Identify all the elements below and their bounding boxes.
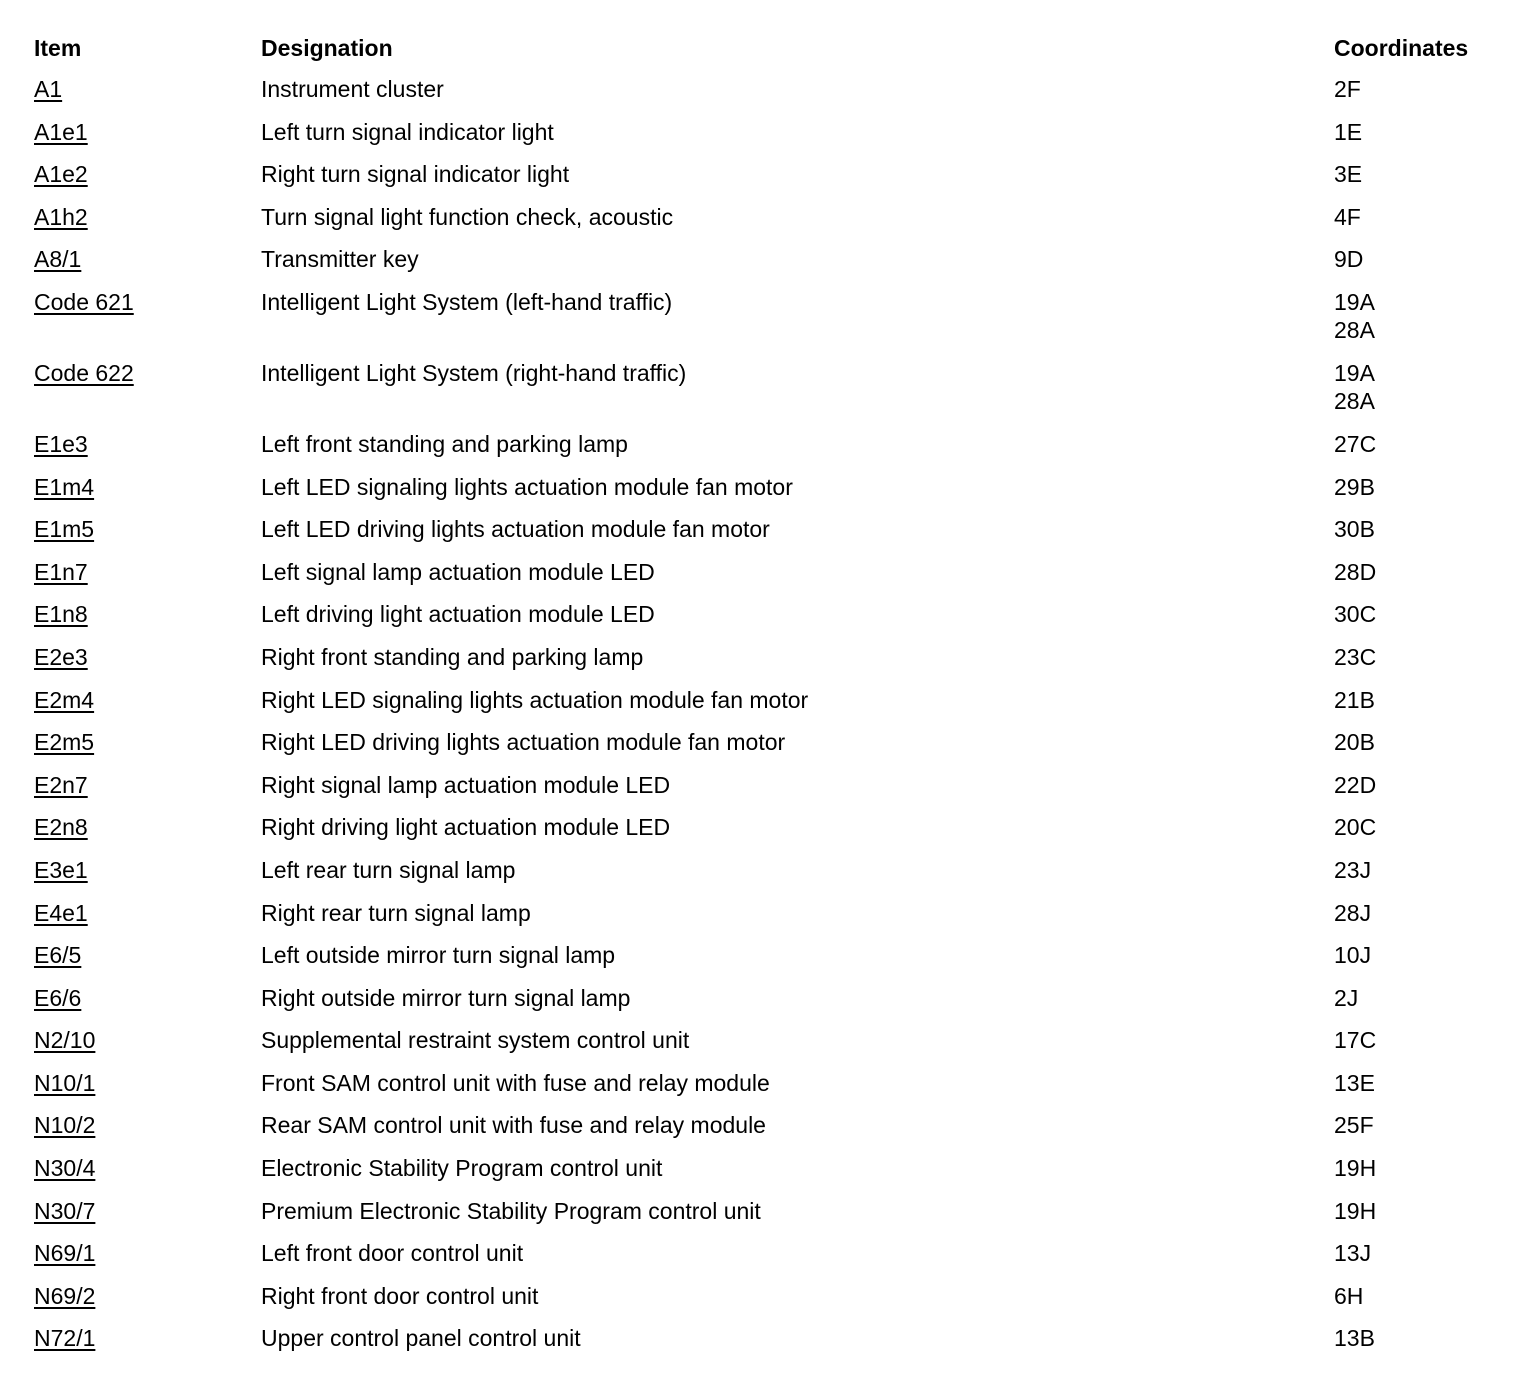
coordinates-cell [1334,686,1504,714]
item-cell [34,288,261,316]
item-cell [34,515,261,543]
coordinate-value: 13B [1334,1325,1375,1352]
coordinate-value: 13E [1334,1069,1375,1096]
table-row [34,558,1504,601]
designation-cell: Rear SAM control unit with fuse and relay module [261,1112,766,1139]
item-link[interactable]: E6/5 [34,942,82,969]
item-link[interactable]: N72/1 [34,1325,96,1352]
coordinate-value: 28A [1334,316,1375,343]
table-row [34,1197,1504,1240]
coordinates-cell [1334,203,1504,231]
item-cell [34,203,261,231]
coordinate-value: 13J [1334,1240,1372,1267]
item-link[interactable]: A8/1 [34,246,82,273]
item-cell [34,245,261,273]
coordinate-value: 19A [1334,288,1375,315]
designation-cell: Left front door control unit [261,1240,524,1267]
coordinates-cell [1334,1197,1504,1225]
table-row [34,643,1504,686]
item-link[interactable]: A1 [34,76,63,102]
coordinates-cell [1334,899,1504,927]
item-link[interactable]: A1h2 [34,203,88,230]
item-link[interactable]: N69/2 [34,1282,96,1309]
designation-cell: Right outside mirror turn signal lamp [261,984,631,1011]
item-cell [34,856,261,884]
table-row [34,288,1504,359]
table-row [34,1026,1504,1069]
designation-cell: Right LED signaling lights actuation module fan motor [261,686,809,713]
coordinate-value: 2F [1334,76,1361,102]
coordinates-column-header: Coordinates [1334,35,1469,61]
designation-cell: Intelligent Light System (left-hand traffic) [261,288,673,315]
item-cell [34,160,261,188]
coordinates-cell [1334,600,1504,628]
designation-cell: Left signal lamp actuation module LED [261,558,655,585]
coordinates-cell [1334,728,1504,756]
coordinate-value: 20C [1334,814,1377,841]
table-row [34,430,1504,473]
item-link[interactable]: N30/7 [34,1197,96,1224]
coordinates-cell [1334,160,1504,188]
item-link[interactable]: E2e3 [34,643,88,670]
table-row [34,1324,1504,1367]
coordinates-cell [1334,984,1504,1012]
table-row [34,728,1504,771]
designation-cell: Premium Electronic Stability Program control unit [261,1197,761,1224]
designation-cell: Instrument cluster [261,76,444,102]
item-link[interactable]: N2/10 [34,1027,96,1054]
coordinate-value: 1E [1334,118,1363,145]
designation-cell: Right turn signal indicator light [261,161,570,188]
coordinate-value: 25F [1334,1112,1374,1139]
coordinates-cell [1334,1239,1504,1267]
coordinate-value: 6H [1334,1282,1364,1309]
coordinates-cell [1334,558,1504,586]
coordinates-cell [1334,1154,1504,1182]
designation-cell: Left turn signal indicator light [261,118,554,145]
table-body [34,75,1504,1367]
coordinate-value: 17C [1334,1027,1377,1054]
designation-cell: Turn signal light function check, acoustic [261,203,674,230]
coordinates-cell [1334,118,1504,146]
designation-cell: Right signal lamp actuation module LED [261,771,671,798]
item-link[interactable]: E1e3 [34,430,88,457]
item-cell [34,686,261,714]
table-row [34,813,1504,856]
item-cell [34,359,261,387]
item-cell [34,728,261,756]
item-cell [34,473,261,501]
item-link[interactable]: A1e1 [34,118,88,145]
table-row [34,515,1504,558]
item-cell [34,1324,261,1352]
item-link[interactable]: E1m4 [34,473,95,500]
item-link[interactable]: Code 622 [34,359,134,386]
coordinates-cell [1334,288,1504,344]
item-cell [34,941,261,969]
designation-cell: Front SAM control unit with fuse and relay module [261,1069,770,1096]
coordinate-value: 20B [1334,729,1375,756]
table-row [34,1111,1504,1154]
item-link[interactable]: E2n8 [34,814,88,841]
coordinate-value: 30B [1334,516,1375,543]
table-row [34,1282,1504,1325]
item-cell [34,1069,261,1097]
item-cell [34,558,261,586]
designation-cell: Right LED driving lights actuation module fan motor [261,729,786,756]
coordinates-cell [1334,1282,1504,1310]
item-cell [34,1026,261,1054]
coordinates-cell [1334,1324,1504,1352]
item-link[interactable]: N10/2 [34,1112,96,1139]
designation-cell: Right rear turn signal lamp [261,899,531,926]
coordinates-cell [1334,771,1504,799]
item-link[interactable]: E2n7 [34,771,88,798]
coordinate-value: 4F [1334,203,1361,230]
coordinate-value: 28A [1334,387,1375,414]
designation-cell: Left front standing and parking lamp [261,430,628,457]
table-row [34,984,1504,1027]
item-link[interactable]: N10/1 [34,1069,96,1096]
item-link[interactable]: N69/1 [34,1240,96,1267]
coordinate-value: 28D [1334,558,1377,585]
coordinate-value: 28J [1334,899,1372,926]
designation-cell: Supplemental restraint system control unit [261,1027,690,1054]
item-cell [34,1197,261,1225]
designation-cell: Left LED driving lights actuation module fan motor [261,516,770,543]
item-cell [34,118,261,146]
coordinate-value: 19H [1334,1197,1377,1224]
coordinate-value: 3E [1334,161,1363,188]
coordinates-cell [1334,359,1504,415]
coordinates-cell [1334,1069,1504,1097]
item-link[interactable]: E6/6 [34,984,82,1011]
designation-cell: Right driving light actuation module LED [261,814,671,841]
item-link[interactable]: A1e2 [34,161,88,188]
item-cell [34,430,261,458]
table-row [34,1069,1504,1112]
coordinate-value: 2J [1334,984,1359,1011]
table-row [34,245,1504,288]
designation-cell: Left rear turn signal lamp [261,856,516,883]
designation-cell: Right front door control unit [261,1282,539,1309]
coordinates-cell [1334,75,1504,103]
coordinates-cell [1334,643,1504,671]
designation-cell: Left outside mirror turn signal lamp [261,942,616,969]
table-row [34,1239,1504,1282]
table-row [34,359,1504,430]
table-row [34,118,1504,161]
item-link[interactable]: E3e1 [34,856,88,883]
item-cell [34,75,261,103]
item-link[interactable]: N30/4 [34,1155,96,1182]
designation-cell: Left LED signaling lights actuation module fan motor [261,473,793,500]
table-row [34,160,1504,203]
item-cell [34,984,261,1012]
item-link[interactable]: E2m5 [34,729,95,756]
item-cell [34,1154,261,1182]
item-link[interactable]: E4e1 [34,899,88,926]
item-link[interactable]: E2m4 [34,686,95,713]
table-row [34,203,1504,246]
coordinate-value: 21B [1334,686,1375,713]
coordinates-cell [1334,941,1504,969]
designation-cell: Transmitter key [261,246,419,273]
item-link[interactable]: E1n8 [34,601,88,628]
table-header-row [34,32,1504,64]
item-cell [34,771,261,799]
item-cell [34,600,261,628]
coordinate-value: 10J [1334,942,1372,969]
item-link[interactable]: Code 621 [34,288,134,315]
coordinate-value: 30C [1334,601,1377,628]
coordinates-cell [1334,430,1504,458]
table-row [34,771,1504,814]
table-row [34,899,1504,942]
item-link[interactable]: E1m5 [34,516,95,543]
item-column-header: Item [34,35,82,61]
item-cell [34,899,261,927]
item-link[interactable]: E1n7 [34,558,88,585]
designation-cell: Electronic Stability Program control unit [261,1155,663,1182]
coordinates-cell [1334,473,1504,501]
table-row [34,941,1504,984]
component-legend-table [34,32,1504,1367]
designation-cell: Right front standing and parking lamp [261,643,644,670]
item-cell [34,643,261,671]
coordinates-cell [1334,856,1504,884]
coordinate-value: 29B [1334,473,1375,500]
coordinate-value: 23J [1334,856,1372,883]
item-cell [34,813,261,841]
table-row [34,686,1504,729]
item-cell [34,1111,261,1139]
table-row [34,1154,1504,1197]
coordinates-cell [1334,1026,1504,1054]
item-cell [34,1239,261,1267]
table-row [34,75,1504,118]
coordinate-value: 9D [1334,246,1364,273]
coordinate-value: 27C [1334,430,1377,457]
designation-column-header: Designation [261,35,393,61]
coordinates-cell [1334,1111,1504,1139]
item-cell [34,1282,261,1310]
designation-cell: Upper control panel control unit [261,1325,581,1352]
coordinate-value: 19H [1334,1155,1377,1182]
table-row [34,856,1504,899]
coordinates-cell [1334,245,1504,273]
coordinate-value: 19A [1334,359,1375,386]
coordinates-cell [1334,515,1504,543]
designation-cell: Left driving light actuation module LED [261,601,655,628]
table-row [34,473,1504,516]
coordinate-value: 23C [1334,643,1377,670]
table-row [34,600,1504,643]
designation-cell: Intelligent Light System (right-hand traffic) [261,359,687,386]
coordinate-value: 22D [1334,771,1377,798]
coordinates-cell [1334,813,1504,841]
